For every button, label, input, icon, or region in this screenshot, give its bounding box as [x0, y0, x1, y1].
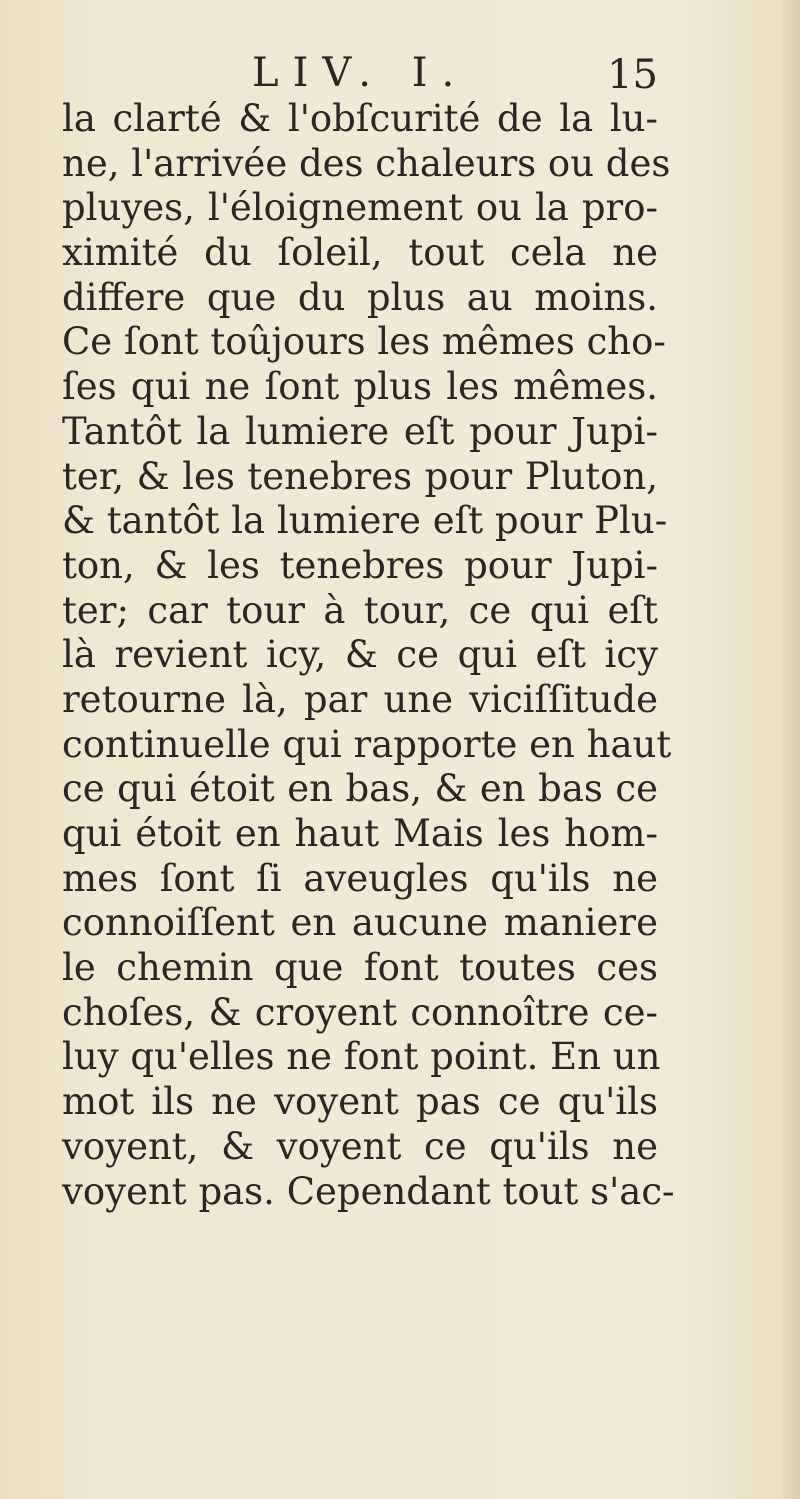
text-line: Tantôt la lumiere eſt pour Jupi-: [62, 409, 658, 453]
text-line: continuelle qui rapporte en haut: [62, 722, 672, 766]
text-line: ter, & les tenebres pour Pluton,: [62, 454, 658, 498]
text-line: la clarté & l'obſcurité de la lu-: [62, 97, 658, 140]
text-line: mot ils ne voyent pas ce qu'ils: [62, 1080, 658, 1124]
text-line: Ce ſont toûjours les mêmes cho-: [62, 320, 666, 364]
text-line: ne, l'arrivée des chaleurs ou des: [62, 141, 671, 185]
text-line: pluyes, l'éloignement ou la pro-: [62, 186, 658, 230]
text-line: le chemin que font toutes ces: [62, 946, 658, 990]
page-edge: [782, 0, 800, 1499]
text-line: choſes, & croyent connoître ce-: [62, 990, 658, 1034]
text-line: mes ſont ſi aveugles qu'ils ne: [62, 856, 658, 900]
text-line: voyent, & voyent ce qu'ils ne: [62, 1124, 658, 1168]
page-number: 15: [607, 52, 658, 98]
text-line: ximité du ſoleil, tout cela ne: [62, 231, 658, 275]
text-line: voyent pas. Cependant tout s'ac-: [62, 1169, 675, 1213]
text-line: & tantôt la lumiere eſt pour Plu-: [62, 499, 668, 543]
text-line: connoiſſent en aucune maniere: [62, 901, 658, 945]
text-line: retourne là, par une viciſſitude: [62, 677, 658, 721]
body-text: [62, 97, 675, 1214]
text-line: luy qu'elles ne font point. En un: [62, 1035, 661, 1079]
text-line: ce qui étoit en bas, & en bas ce: [62, 767, 658, 811]
text-line: qui étoit en haut Mais les hom-: [62, 812, 658, 855]
text-line: ton, & les tenebres pour Jupi-: [62, 543, 658, 587]
page-header: [62, 50, 658, 100]
text-line: differe que du plus au moins.: [62, 275, 658, 319]
text-line: ſes qui ne ſont plus les mêmes.: [62, 365, 658, 409]
running-head: LIV. I.: [252, 50, 469, 96]
text-line: ter; car tour à tour, ce qui eſt: [62, 588, 658, 632]
text-line: là revient icy, & ce qui eſt icy: [62, 633, 658, 677]
